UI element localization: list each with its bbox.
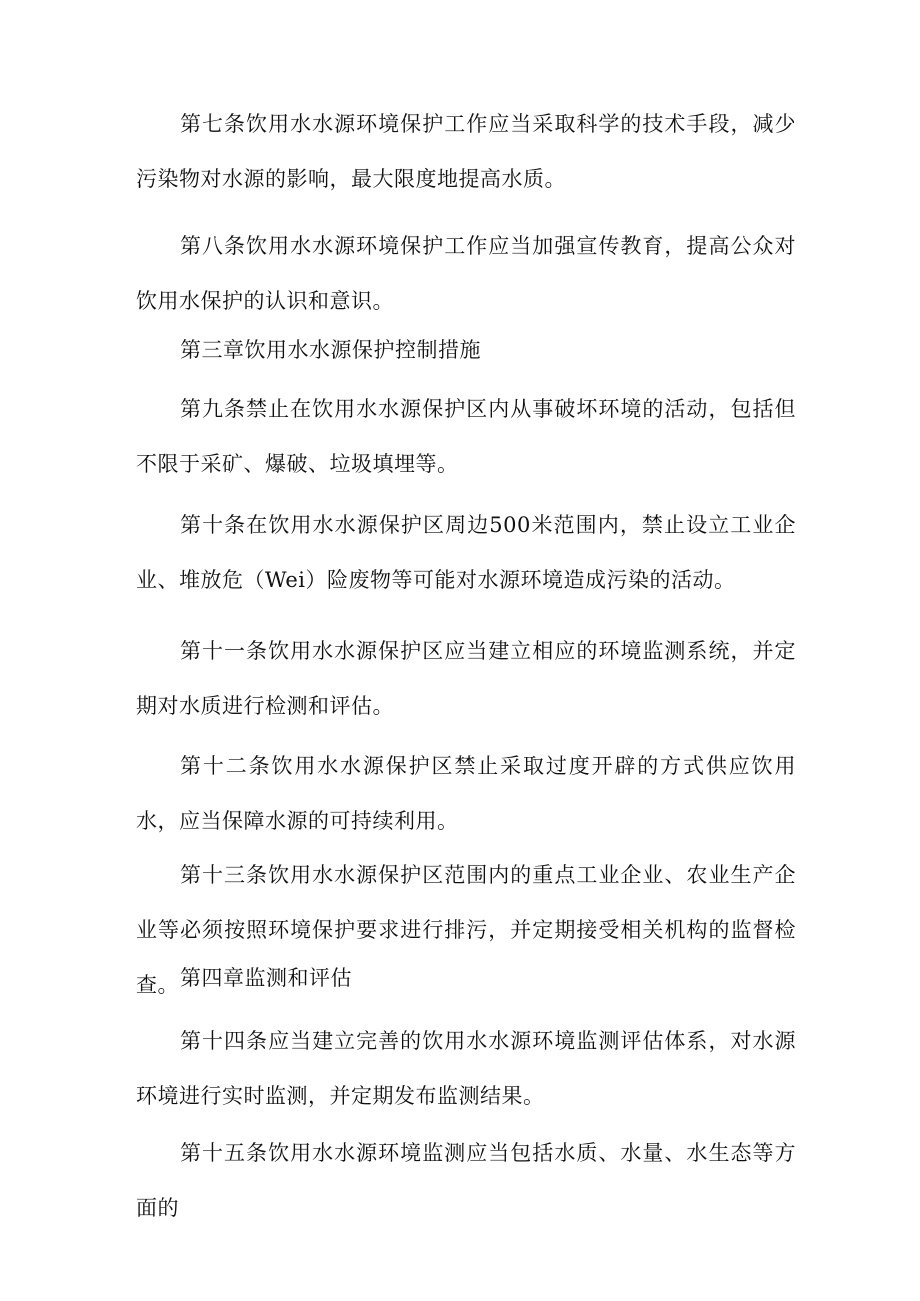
- article-10-paragraph: 第十条在饮用水水源保护区周边500米范围内，禁止设立工业企业、堆放危（Wei）险废物等可能对水源环境造成污染的活动。: [136, 513, 796, 592]
- article-11-paragraph: 第十一条饮用水水源保护区应当建立相应的环境监测系统，并定期对水质进行检测和评估。: [136, 639, 796, 718]
- chapter-3-heading: 第三章饮用水水源保护控制措施: [180, 338, 481, 362]
- article-8-paragraph: 第八条饮用水水源环境保护工作应当加强宣传教育，提高公众对饮用水保护的认识和意识。: [136, 234, 796, 313]
- article-12-paragraph: 第十二条饮用水水源保护区禁止采取过度开辟的方式供应饮用水，应当保障水源的可持续利用。: [136, 754, 796, 833]
- article-13-paragraph: 第十三条饮用水水源保护区范围内的重点工业企业、农业生产企业等必须按照环境保护要求进行排污，并定期接受相关机构的监督检查。: [136, 863, 796, 997]
- chapter-4-heading: 第四章监测和评估: [180, 966, 352, 990]
- article-7-paragraph: 第七条饮用水水源环境保护工作应当采取科学的技术手段，减少污染物对水源的影响，最大限度地提高水质。: [136, 112, 796, 191]
- article-14-paragraph: 第十四条应当建立完善的饮用水水源环境监测评估体系，对水源环境进行实时监测，并定期发布监测结果。: [136, 1029, 796, 1108]
- article-15-paragraph: 第十五条饮用水水源环境监测应当包括水质、水量、水生态等方面的: [136, 1141, 796, 1220]
- article-9-paragraph: 第九条禁止在饮用水水源保护区内从事破坏环境的活动，包括但不限于采矿、爆破、垃圾填埋等。: [136, 397, 796, 476]
